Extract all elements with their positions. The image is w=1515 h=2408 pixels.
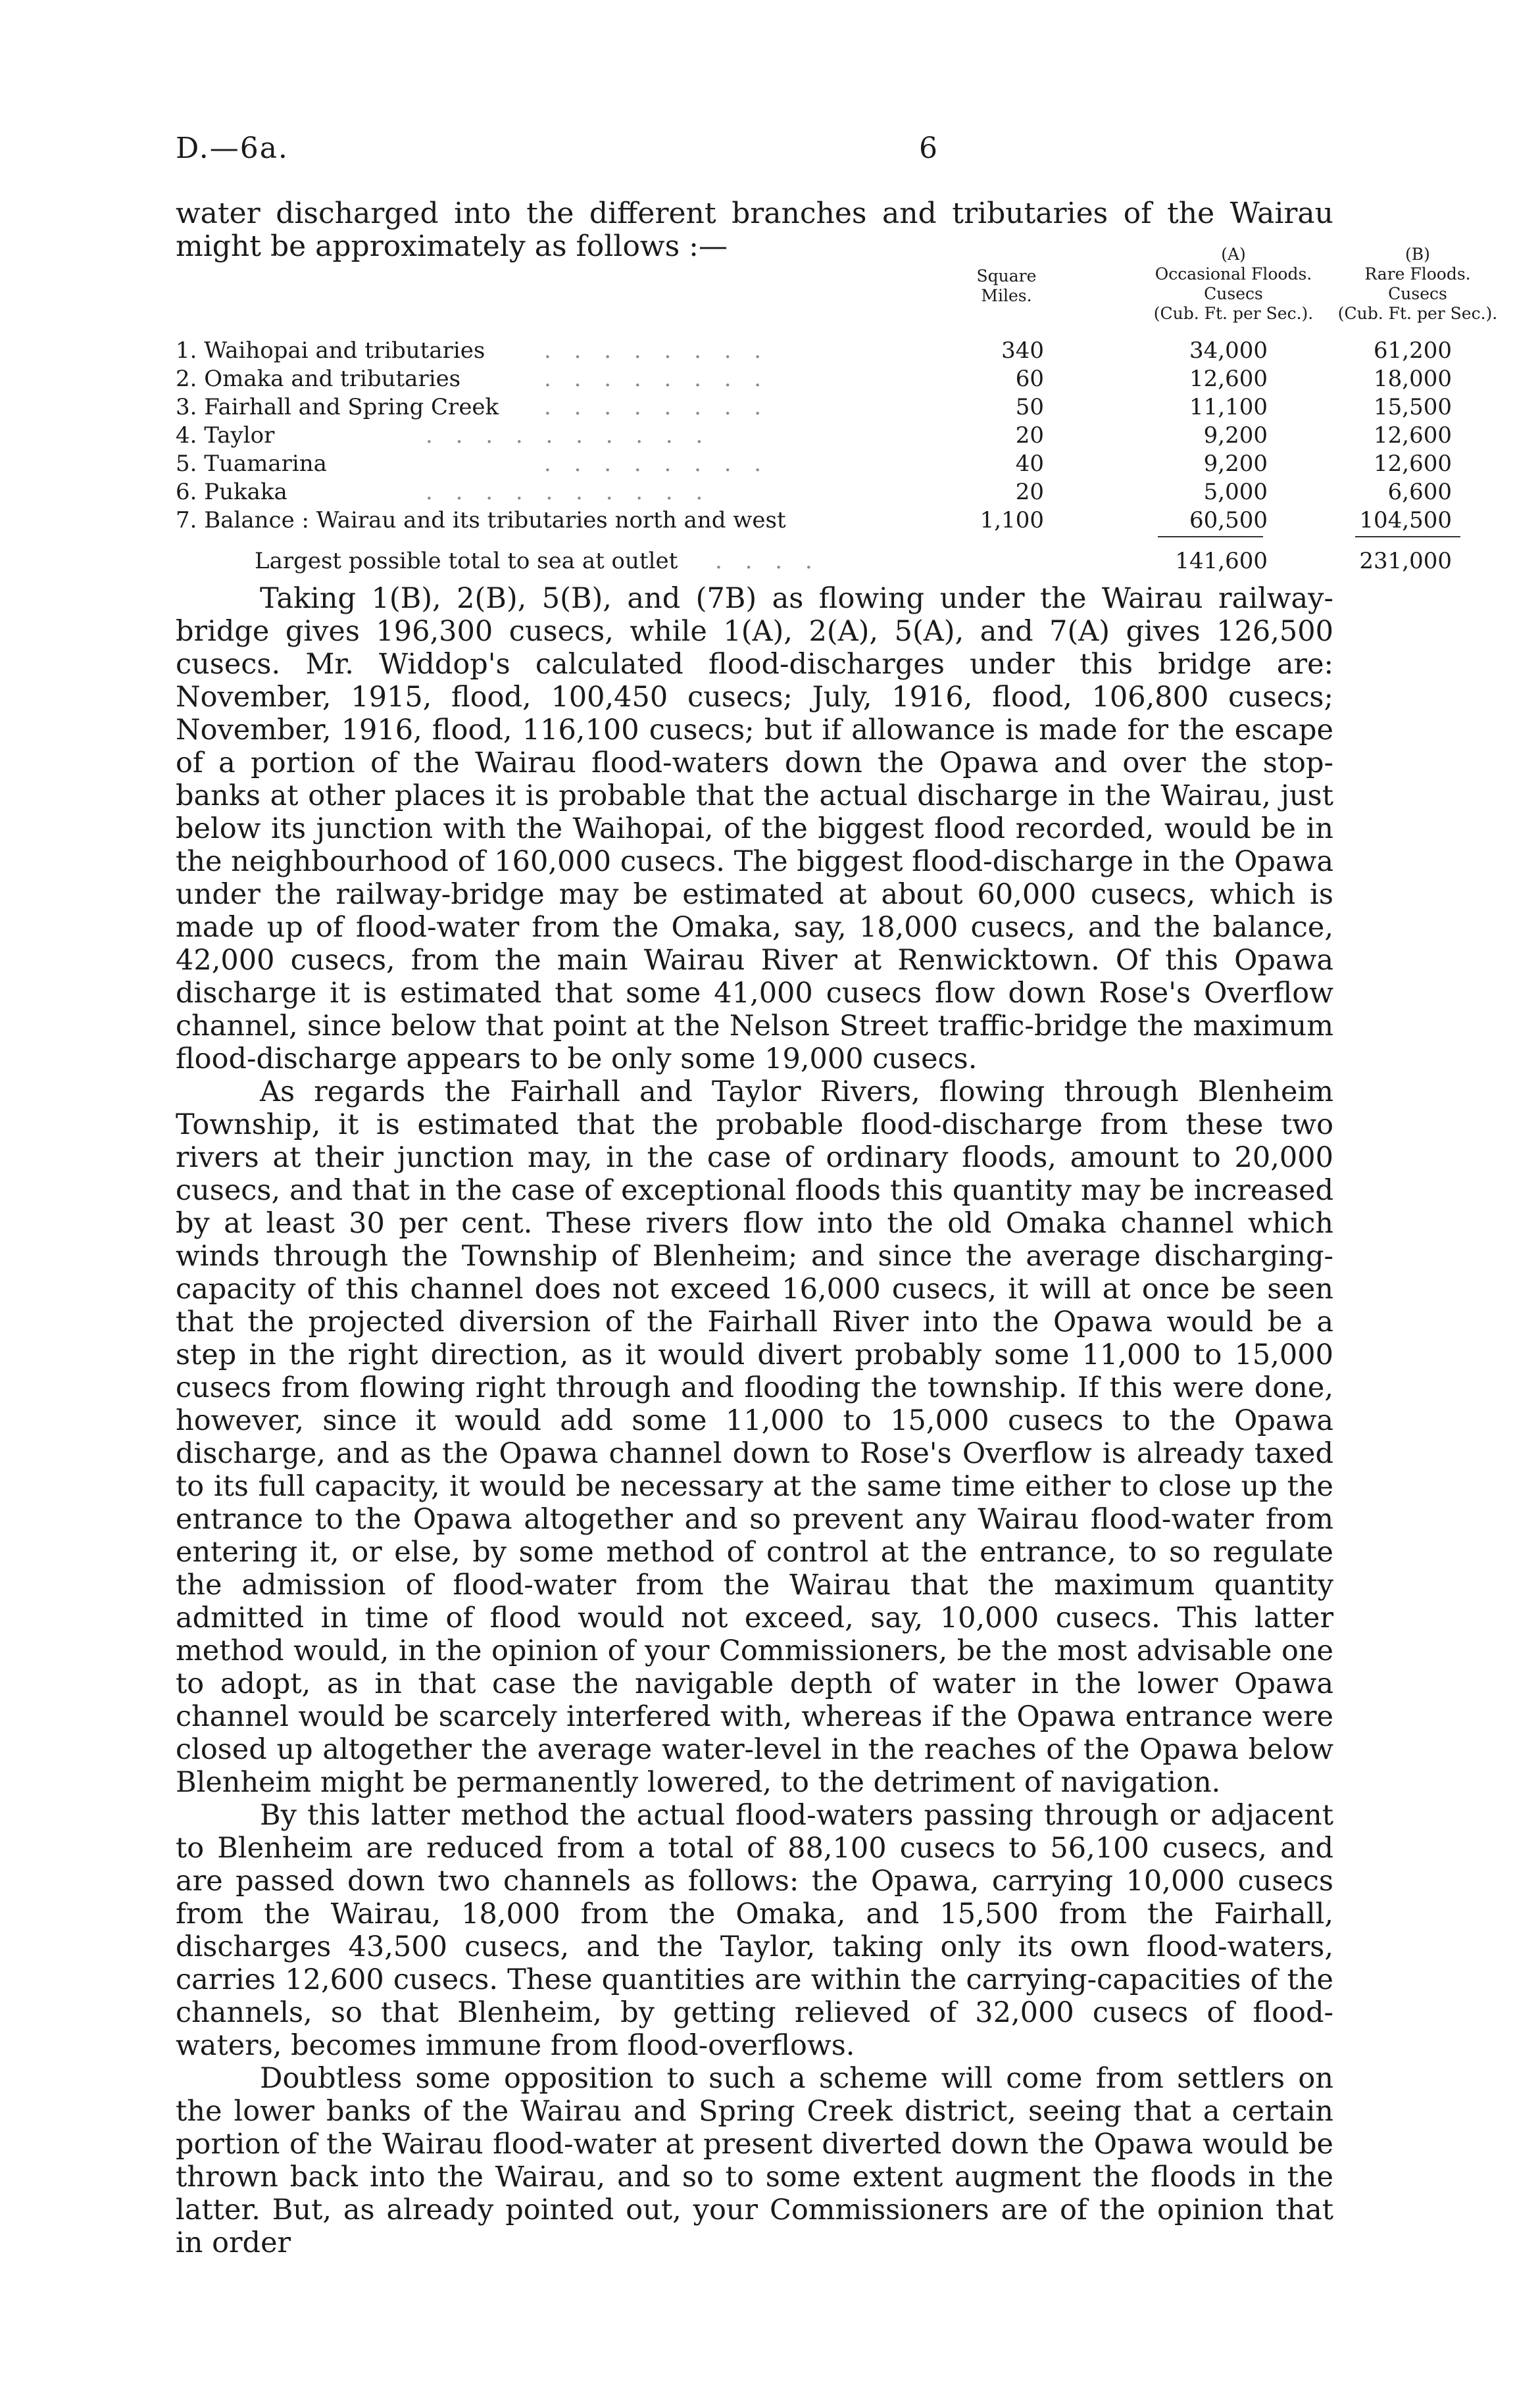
row-name: 2. Omaka and tributaries	[176, 366, 461, 392]
row-rare-floods: 12,600	[1374, 451, 1452, 477]
body-paragraph: Doubtless some opposition to such a scheme will come from settlers on the lower banks of the Wairau and Spring Creek district, seeing that a certain portion of the Wairau flood-water at present diverted down the Opawa would be thrown back into the Wairau, and so to some extent augment the floods in the latter. But, as already pointed out, your Commissioners are of the opinion that in order	[176, 2062, 1333, 2259]
table-row	[176, 422, 1452, 450]
body-paragraph: As regards the Fairhall and Taylor Rivers, flowing through Blenheim Township, it is estimated that the probable flood-discharge from these two rivers at their junction may, in the case of ordinary floods, amount to 20,000 cusecs, and that in the case of exceptional floods this quantity may be increased by at least 30 per cent. These rivers flow into the old Omaka channel which winds through the Township of Blenheim; and since the average discharging-capacity of this channel does not exceed 16,000 cusecs, it will at once be seen that the projected diversion of the Fairhall River into the Opawa would be a step in the right direction, as it would divert probably some 11,000 to 15,000 cusecs from flowing right through and flooding the township. If this were done, however, since it would add some 11,000 to 15,000 cusecs to the Opawa discharge, and as the Opawa channel down to Rose's Overflow is already taxed to its full capacity, it would be necessary at the same time either to close up the entrance to the Opawa altogether and so prevent any Wairau flood-water from entering it, or else, by some method of control at the entrance, to so regulate the admission of flood-water from the Wairau that the maximum quantity admitted in time of flood would not exceed, say, 10,000 cusecs. This latter method would, in the opinion of your Commissioners, be the most advisable one to adopt, as in that case the navigable depth of water in the lower Opawa channel would be scarcely interfered with, whereas if the Opawa entrance were closed up altogether the average water-level in the reaches of the Opawa below Blenheim might be permanently lowered, to the detriment of navigation.	[176, 1075, 1333, 1799]
table-row	[176, 506, 1452, 535]
row-occasional-floods: 11,100	[1189, 394, 1268, 420]
row-leader-dots: . . . . . . . . . .	[426, 422, 711, 449]
sum-rule-b	[1355, 536, 1460, 537]
total-occasional-floods: 141,600	[1175, 548, 1268, 574]
row-name: 1. Waihopai and tributaries	[176, 337, 485, 364]
row-name: 4. Taylor	[176, 422, 275, 449]
intro-paragraph: water discharged into the different branches and tributaries of the Wairau might be approximately as follows :—	[176, 197, 1333, 263]
table-row	[176, 365, 1452, 393]
row-occasional-floods: 9,200	[1203, 422, 1268, 449]
row-leader-dots: . . . . . . . .	[544, 451, 770, 477]
row-name: 5. Tuamarina	[176, 451, 327, 477]
row-rare-floods: 12,600	[1374, 422, 1452, 449]
total-rare-floods: 231,000	[1359, 548, 1452, 574]
row-square-miles: 20	[1015, 422, 1044, 449]
row-rare-floods: 104,500	[1359, 507, 1452, 533]
table-total-row	[176, 547, 1452, 576]
row-square-miles: 340	[1001, 337, 1044, 364]
row-occasional-floods: 9,200	[1203, 451, 1268, 477]
row-leader-dots: . . . . . . . .	[544, 394, 770, 420]
table-row	[176, 450, 1452, 478]
row-name: 6. Pukaka	[176, 479, 287, 505]
page-number: 6	[919, 132, 937, 165]
table-row	[176, 478, 1452, 506]
row-leader-dots: . . . . . . . . . .	[426, 479, 711, 505]
discharge-table	[176, 337, 1452, 535]
row-occasional-floods: 60,500	[1189, 507, 1268, 533]
row-occasional-floods: 34,000	[1189, 337, 1268, 364]
row-leader-dots: . . . . . . . .	[544, 337, 770, 364]
row-rare-floods: 15,500	[1374, 394, 1452, 420]
row-occasional-floods: 12,600	[1189, 366, 1268, 392]
row-square-miles: 40	[1015, 451, 1044, 477]
column-header-occasional-floods: (A) Occasional Floods. Cusecs (Cub. Ft. per Sec.).	[1153, 245, 1314, 323]
body-paragraph: Taking 1(B), 2(B), 5(B), and (7B) as flowing under the Wairau railway-bridge gives 196,300 cusecs, while 1(A), 2(A), 5(A), and 7(A) gives 126,500 cusecs. Mr. Widdop's calculated flood-discharges under this bridge are: November, 1915, flood, 100,450 cusecs; July, 1916, flood, 106,800 cusecs; November, 1916, flood, 116,100 cusecs; but if allowance is made for the escape of a portion of the Wairau flood-waters down the Opawa and over the stop-banks at other places it is probable that the actual discharge in the Wairau, just below its junction with the Waihopai, of the biggest flood recorded, would be in the neighbourhood of 160,000 cusecs. The biggest flood-discharge in the Opawa under the railway-bridge may be estimated at about 60,000 cusecs, which is made up of flood-water from the Omaka, say, 18,000 cusecs, and the balance, 42,000 cusecs, from the main Wairau River at Renwicktown. Of this Opawa discharge it is estimated that some 41,000 cusecs flow down Rose's Overflow channel, since below that point at the Nelson Street traffic-bridge the maximum flood-discharge appears to be only some 19,000 cusecs.	[176, 582, 1333, 1075]
column-header-square-miles: Square Miles.	[976, 266, 1037, 305]
row-rare-floods: 6,600	[1387, 479, 1452, 505]
row-occasional-floods: 5,000	[1203, 479, 1268, 505]
body-paragraph: By this latter method the actual flood-waters passing through or adjacent to Blenheim are reduced from a total of 88,100 cusecs to 56,100 cusecs, and are passed down two channels as follows: the Opawa, carrying 10,000 cusecs from the Wairau, 18,000 from the Omaka, and 15,500 from the Fairhall, discharges 43,500 cusecs, and the Taylor, taking only its own flood-waters, carries 12,600 cusecs. These quantities are within the carrying-capacities of the channels, so that Blenheim, by getting relieved of 32,000 cusecs of flood-waters, becomes immune from flood-overflows.	[176, 1799, 1333, 2062]
row-square-miles: 60	[1015, 366, 1044, 392]
total-leader-dots: . . . .	[715, 548, 820, 574]
document-reference: D.—6a.	[176, 132, 289, 165]
total-label: Largest possible total to sea at outlet	[255, 548, 678, 574]
column-header-rare-floods: (B) Rare Floods. Cusecs (Cub. Ft. per Sec.).	[1337, 245, 1498, 323]
row-rare-floods: 18,000	[1374, 366, 1452, 392]
row-leader-dots: . . . . . . . .	[544, 366, 770, 392]
row-rare-floods: 61,200	[1374, 337, 1452, 364]
table-row	[176, 393, 1452, 422]
body-text	[176, 582, 1333, 2259]
row-square-miles: 50	[1015, 394, 1044, 420]
row-name: 7. Balance : Wairau and its tributaries north and west	[176, 507, 786, 533]
page-header	[176, 132, 1333, 171]
row-square-miles: 1,100	[980, 507, 1044, 533]
sum-rule-a	[1158, 536, 1263, 537]
table-row	[176, 337, 1452, 365]
row-square-miles: 20	[1015, 479, 1044, 505]
row-name: 3. Fairhall and Spring Creek	[176, 394, 499, 420]
